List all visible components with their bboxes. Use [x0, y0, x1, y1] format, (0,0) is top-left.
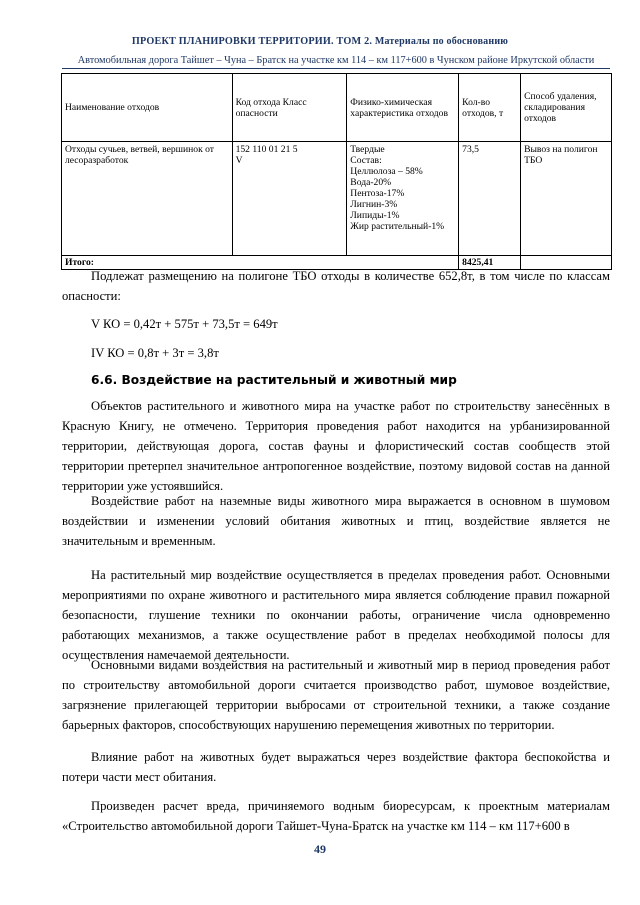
characteristic-line: Вода-20% — [350, 177, 392, 188]
total-value: 8425,41 — [459, 256, 521, 270]
header-title-sub: Материалы по обоснованию — [372, 36, 509, 47]
section-title: 6.6. Воздействие на растительный и животный мир — [91, 373, 457, 387]
table-row — [62, 142, 612, 256]
paragraph-text: Воздействие работ на наземные виды животного мира выражается в основном в шумовом воздействии и изменении условий обитания животных и птиц, воздействие является не значительным и временным. — [62, 494, 610, 548]
header-title: ПРОЕКТ ПЛАНИРОВКИ ТЕРРИТОРИИ. ТОМ 2. — [131, 36, 373, 47]
paragraph-text: Произведен расчет вреда, причиняемого водным биоресурсам, к проектным материалам «Строительство автомобильной дороги Тайшет-Чуна-Братск на участке км 114 – км 117+600 в — [62, 799, 610, 833]
quantity-cell: 73,5 — [459, 142, 521, 256]
characteristic-line: Жир растительный-1% — [350, 221, 445, 232]
paragraph-text: Основными видами воздействия на растительный и животный мир в период проведения работ по строительству автомобильной дороги считается производство работ, шумовое воздействие, загрязнение прилегающей территории выбросами от строительной техники, а также создание барьерных факторов, способствующих нарушению перемещения животных по территории. — [62, 658, 610, 732]
table-header-cell: Код отхода Класс опасности — [232, 74, 347, 142]
waste-code: 152 110 01 21 5 — [235, 144, 298, 155]
paragraph-1 — [62, 396, 610, 496]
paragraph-5 — [62, 747, 610, 787]
characteristic-line: Липиды-1% — [350, 210, 400, 221]
characteristics-cell — [347, 142, 459, 256]
waste-code-cell — [232, 142, 347, 256]
hazard-class: V — [235, 155, 243, 166]
waste-table — [61, 73, 612, 270]
formula-class-iv: IV КО = 0,8т + 3т = 3,8т — [91, 346, 219, 360]
total-label: Итого: — [62, 256, 459, 270]
table-header-cell: Кол-во отходов, т — [459, 74, 521, 142]
document-header — [0, 36, 640, 47]
characteristic-line: Целлюлоза – 58% — [350, 166, 423, 177]
paragraph-3 — [62, 565, 610, 665]
paragraph-text: Влияние работ на животных будет выражаться через воздействие фактора беспокойства и потери части мест обитания. — [62, 750, 610, 784]
disposal-cell: Вывоз на полигон ТБО — [521, 142, 612, 256]
paragraph-6 — [62, 796, 610, 836]
intro-text: Подлежат размещению на полигоне ТБО отходы в количестве 652,8т, в том числе по классам опасности: — [62, 269, 610, 303]
intro-paragraph — [62, 266, 610, 306]
paragraph-text: Объектов растительного и животного мира на участке работ по строительству занесённых в Красную Книгу, не отмечено. Территория проведения работ находится на урбанизированной территории, действующая дорога, состав фауны и флористический состав сообществ этой территории претерпел значительное антропогенное воздействие, поэтому видовой состав на данной территории уже устоявшийся. — [62, 399, 610, 493]
table-header-cell: Наименование отходов — [62, 74, 233, 142]
waste-name-cell: Отходы сучьев, ветвей, вершинок от лесоразработок — [62, 142, 233, 256]
document-subheader: Автомобильная дорога Тайшет – Чуна – Братск на участке км 114 – км 117+600 в Чунском районе Иркутской области — [62, 55, 610, 69]
paragraph-4 — [62, 655, 610, 735]
characteristic-line: Пентоза-17% — [350, 188, 405, 199]
table-header-cell: Физико-химическая характеристика отходов — [347, 74, 459, 142]
table-header-cell: Способ удаления, складирования отходов — [521, 74, 612, 142]
characteristic-line: Твердые — [350, 144, 385, 155]
characteristic-line: Лигнин-3% — [350, 199, 398, 210]
characteristic-line: Состав: — [350, 155, 382, 166]
page-number: 49 — [314, 842, 326, 856]
table-header-row — [62, 74, 612, 142]
paragraph-2 — [62, 491, 610, 551]
paragraph-text: На растительный мир воздействие осуществляется в пределах проведения работ. Основными мероприятиями по охране животного и растительного мира является соблюдение правил пожарной безопасности, глушение техники по окончании работы, ограничение числа одновременно работающих механизмов, а также осуществление работ в пределах необходимой полосы для осуществления намечаемой деятельности. — [62, 568, 610, 662]
formula-class-v: V КО = 0,42т + 575т + 73,5т = 649т — [91, 317, 278, 331]
